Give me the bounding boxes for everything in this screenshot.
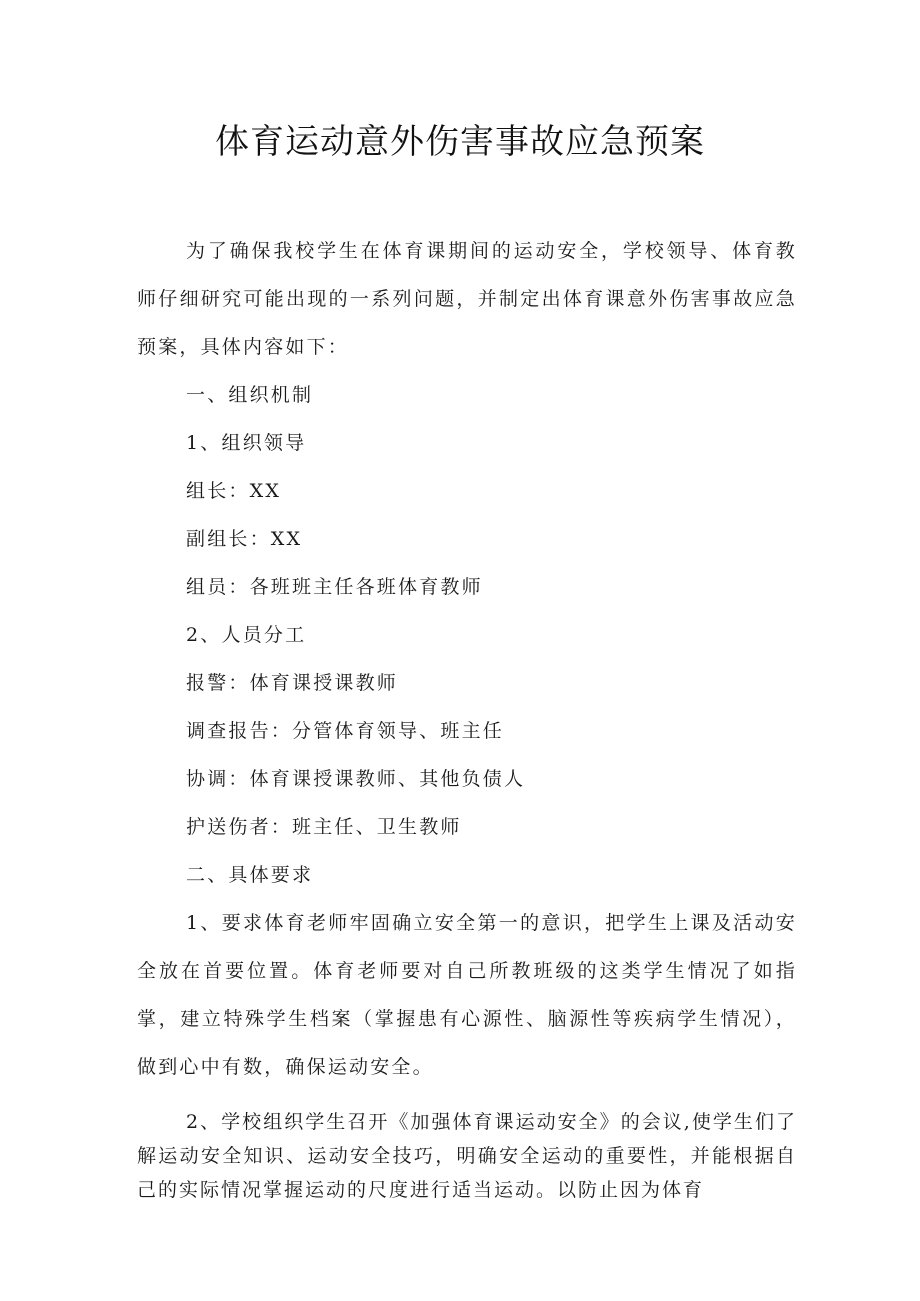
duty-coordination-line: 协调：体育课授课教师、其他负债人: [186, 768, 526, 790]
subheading-division-of-labor: 2、人员分工: [186, 624, 307, 646]
section-heading-requirements: 二、具体要求: [186, 864, 314, 886]
document-body: [137, 227, 797, 1207]
subheading-leadership: 1、组织领导: [186, 432, 307, 454]
section-heading-organization: 一、组织机制: [186, 384, 314, 406]
requirement-paragraph-1: 1、要求体育老师牢固确立安全第一的意识，把学生上课及活动安全放在首要位置。体育老师要对自己所教班级的这类学生情况了如指掌，建立特殊学生档案（掌握患有心源性、脑源性等疾病学生情况），做到心中有数，确保运动安全。: [137, 912, 797, 1078]
duty-alarm-line: 报警：体育课授课教师: [186, 672, 399, 694]
duty-escort-line: 护送伤者：班主任、卫生教师: [186, 816, 462, 838]
members-line: 组员：各班班主任各班体育教师: [186, 576, 483, 598]
intro-paragraph: 为了确保我校学生在体育课期间的运动安全，学校领导、体育教师仔细研究可能出现的一系列问题，并制定出体育课意外伤害事故应急预案，具体内容如下：: [137, 240, 797, 358]
leader-line: 组长：XX: [186, 480, 282, 502]
requirement-paragraph-2: 2、学校组织学生召开《加强体育课运动安全》的会议,使学生们了解运动安全知识、运动安全技巧，明确安全运动的重要性，并能根据自己的实际情况掌握运动的尺度进行适当运动。以防止因为体育: [137, 1111, 797, 1201]
document-title: 体育运动意外伤害事故应急预案: [215, 122, 705, 162]
duty-investigation-line: 调查报告：分管体育领导、班主任: [186, 720, 505, 742]
deputy-leader-line: 副组长：XX: [186, 528, 303, 550]
